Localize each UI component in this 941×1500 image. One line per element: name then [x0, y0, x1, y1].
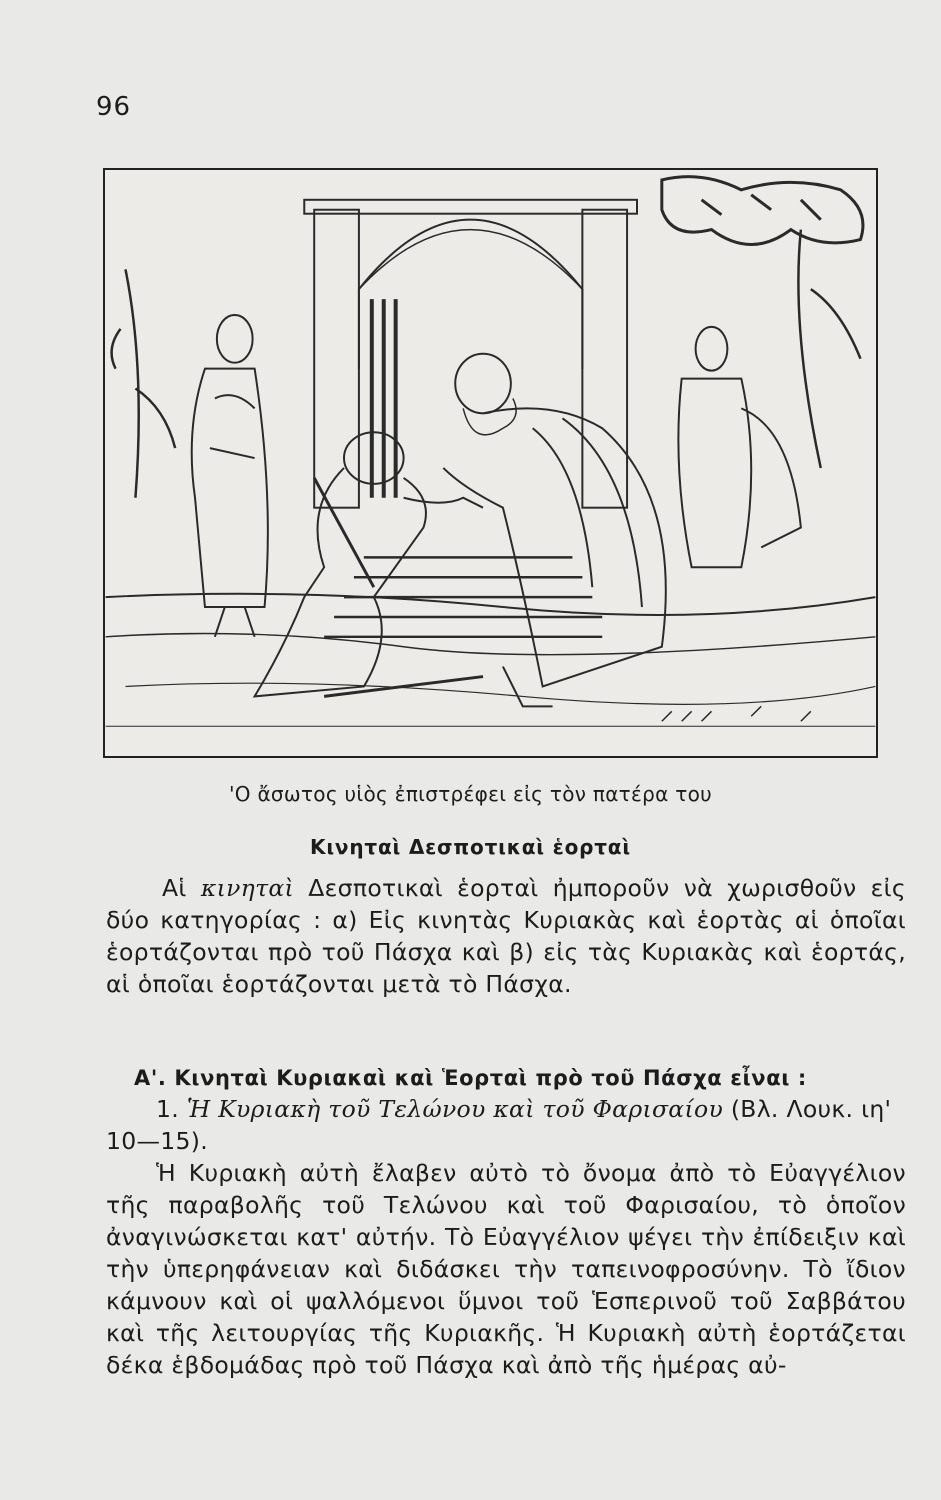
- paragraph-intro-italic: κινηταὶ: [200, 874, 295, 902]
- item-title: Ἡ Κυριακὴ τοῦ Τελώνου καὶ τοῦ Φαρισαίου: [186, 1095, 724, 1123]
- illustration-caption: 'Ο ἄσωτος υἱὸς ἐπιστρέφει εἰς τὸν πατέρα του: [228, 782, 713, 806]
- item-number: 1.: [156, 1095, 180, 1123]
- paragraph-intro: [106, 872, 906, 1000]
- subsection-heading: Α'. Κινηταὶ Κυριακαὶ καὶ Ἑορταὶ πρὸ τοῦ Πάσχα εἶναι :: [134, 1066, 807, 1090]
- paragraph-body-text: Ἡ Κυριακὴ αὐτὴ ἔλαβεν αὐτὸ τὸ ὄνομα ἀπὸ τὸ Εὐαγγέλιον τῆς παραβολῆς τοῦ Τελώνου καὶ τοῦ Φαρισαίου, τὸ ὁποῖον ἀναγινώσκεται κατ' αὐτήν. Τὸ Εὐαγγέλιον ψέγει τὴν ἐπίδειξιν καὶ τὴν ὑπερηφάνειαν καὶ διδάσκει τὴν ταπεινοφροσύνην. Τὸ ἴδιον κάμνουν καὶ οἱ ψαλλόμενοι ὕμνοι τοῦ Ἑσπερινοῦ τοῦ Σαββάτου καὶ τῆς λειτουργίας τῆς Κυριακῆς. Ἡ Κυριακὴ αὐτὴ ἑορτάζεται δέκα ἑβδομάδας πρὸ τοῦ Πάσχα καὶ ἀπὸ τῆς ἡμέρας αὐ-: [106, 1159, 906, 1379]
- item-reference: (Βλ. Λουκ. ιη' 10—15).: [106, 1095, 892, 1155]
- paragraph-intro-rest: Δεσποτικαὶ ἑορταὶ ἠμποροῦν νὰ χωρισθοῦν εἰς δύο κατηγορίας : α) Εἰς κινητὰς Κυριακὰς καὶ ἑορτὰς αἱ ὁποῖαι ἑορτάζονται πρὸ τοῦ Πάσχα καὶ β) εἰς τὰς Κυριακὰς καὶ ἑορτάς, αἱ ὁποῖαι ἑορτάζονται μετὰ τὸ Πάσχα.: [106, 874, 906, 998]
- paragraph-intro-lead: Αἱ: [162, 874, 187, 902]
- list-item-1: [106, 1093, 906, 1157]
- page-number: 96: [96, 92, 132, 122]
- section-heading: Κινηταὶ Δεσποτικαὶ ἑορταὶ: [310, 835, 631, 859]
- prodigal-son-illustration: [103, 168, 878, 758]
- paragraph-body: [106, 1157, 906, 1381]
